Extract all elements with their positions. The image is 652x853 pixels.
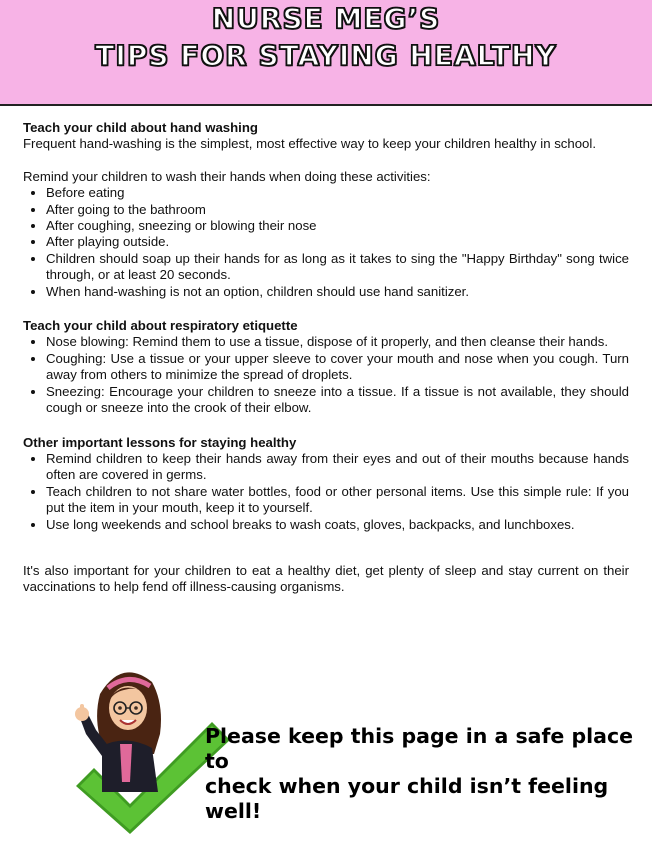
list-item: • Before eating [46, 185, 629, 201]
list-item: • Use long weekends and school breaks to wash coats, gloves, backpacks, and lunchboxes. [46, 517, 629, 533]
list-item: • Coughing: Use a tissue or your upper sleeve to cover your mouth and nose when you cough. Turn away from others to minimize the spread of droplets. [46, 351, 629, 384]
respiratory-list [23, 334, 629, 416]
list-item: • Sneezing: Encourage your children to sneeze into a tissue. If a tissue is not available, they should cough or sneeze into the crook of their elbow. [46, 384, 629, 417]
document-body [23, 120, 629, 596]
list-item: • Remind children to keep their hands away from their eyes and out of their mouths because hands often are covered in germs. [46, 451, 629, 484]
handwashing-heading: Teach your child about hand washing [23, 120, 258, 135]
handwashing-remind: Remind your children to wash their hands when doing these activities: [23, 168, 431, 184]
spacer [23, 417, 629, 435]
list-item: • After going to the bathroom [46, 202, 629, 218]
list-item: • After playing outside. [46, 234, 629, 250]
closing-paragraph: It's also important for your children to eat a healthy diet, get plenty of sleep and stay current on their vaccinations to help fend off illness-causing organisms. [23, 562, 629, 595]
spacer [23, 153, 629, 169]
handwashing-list [23, 185, 629, 300]
spacer [23, 300, 629, 318]
list-item: • When hand-washing is not an option, children should use hand sanitizer. [46, 284, 629, 300]
footer-line2: check when your child isn’t feeling well! [205, 774, 609, 823]
header-title-line2: TIPS FOR STAYING HEALTHY [95, 39, 557, 72]
handwashing-intro: Frequent hand-washing is the simplest, most effective way to keep your children healthy in school. [23, 136, 596, 152]
footer-line1: Please keep this page in a safe place to [205, 724, 634, 773]
other-heading: Other important lessons for staying healthy [23, 434, 297, 450]
list-item: • Teach children to not share water bottles, food or other personal items. Use this simple rule: If you put the item in your mouth, keep it to yourself. [46, 484, 629, 517]
page-header [0, 0, 652, 106]
other-list [23, 451, 629, 533]
respiratory-heading: Teach your child about respiratory etiquette [23, 318, 298, 334]
spacer [23, 533, 629, 563]
header-title-line1: NURSE MEG’S [211, 2, 441, 35]
list-item: • Nose blowing: Remind them to use a tissue, dispose of it properly, and then cleanse their hands. [46, 334, 629, 350]
list-item: • Children should soap up their hands for as long as it takes to sing the "Happy Birthday" song twice through, or at least 20 seconds. [46, 251, 629, 284]
footer-reminder [205, 724, 645, 824]
list-item: • After coughing, sneezing or blowing their nose [46, 218, 629, 234]
